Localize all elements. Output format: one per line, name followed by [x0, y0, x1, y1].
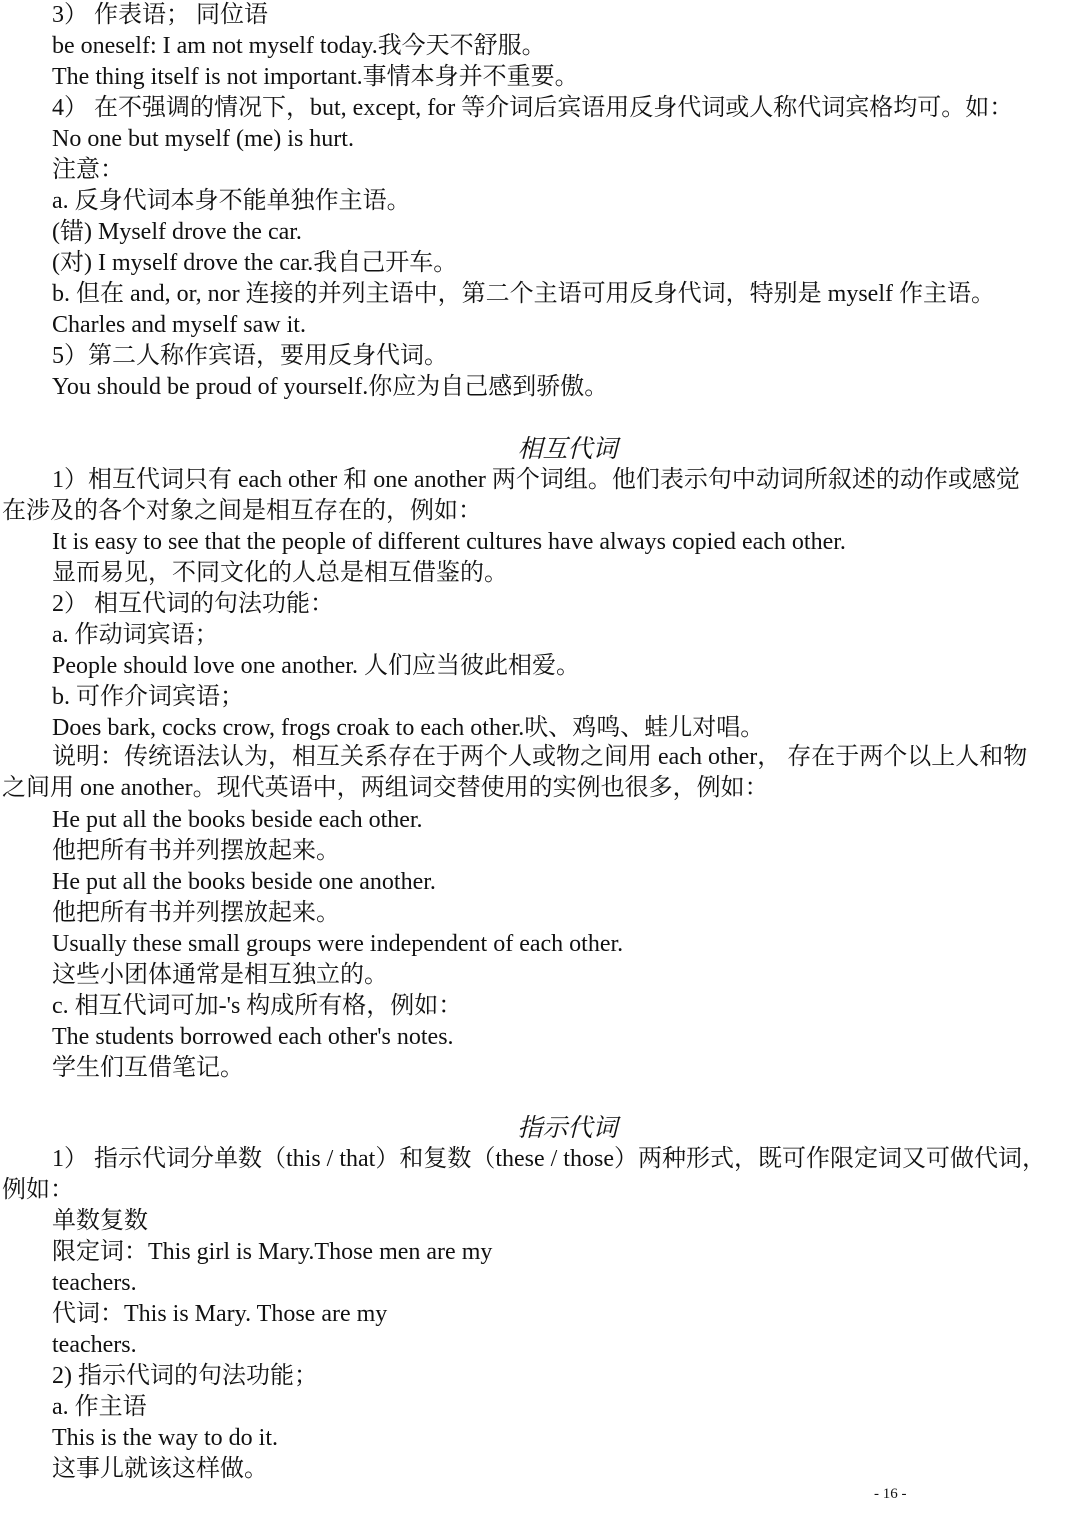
paragraph-line: 1） 指示代词分单数（this / that）和复数（these / those）两种形式，既可作限定词又可做代词，	[52, 1146, 1046, 1172]
text-line: a. 作动词宾语；	[52, 622, 219, 648]
text-line: 代词：This is Mary. Those are my	[52, 1301, 388, 1327]
text-line: teachers.	[52, 1270, 137, 1296]
text-line: c. 相互代词可加-'s 构成所有格，例如：	[52, 993, 463, 1019]
section-heading-demonstrative: 指示代词	[517, 1115, 618, 1142]
text-line: 他把所有书并列摆放起来。	[52, 838, 340, 864]
text-line: 2) 指示代词的句法功能；	[52, 1363, 318, 1389]
text-line: Charles and myself saw it.	[52, 312, 306, 338]
text-line: a. 作主语	[52, 1394, 147, 1420]
text-line: be oneself: I am not myself today.我今天不舒服。	[52, 33, 546, 59]
text-line: It is easy to see that the people of different cultures have always copied each other.	[52, 529, 846, 555]
text-line: teachers.	[52, 1332, 137, 1358]
text-line: No one but myself (me) is hurt.	[52, 126, 354, 152]
text-line: The students borrowed each other's notes.	[52, 1024, 454, 1050]
text-line: This is the way to do it.	[52, 1425, 278, 1451]
text-line: 单数复数	[52, 1208, 148, 1234]
note-line: 之间用 one another。现代英语中，两组词交替使用的实例也很多，例如：	[2, 775, 769, 801]
text-line: People should love one another. 人们应当彼此相爱。	[52, 653, 580, 679]
text-line: 注意：	[52, 157, 124, 183]
paragraph-line: 例如：	[2, 1177, 74, 1203]
text-line: 3） 作表语； 同位语	[52, 2, 268, 28]
text-line: 这些小团体通常是相互独立的。	[52, 962, 388, 988]
text-line: 2） 相互代词的句法功能：	[52, 591, 334, 617]
text-line: The thing itself is not important.事情本身并不重要。	[52, 64, 579, 90]
text-line: 5）第二人称作宾语，要用反身代词。	[52, 343, 448, 369]
text-line: b. 可作介词宾语；	[52, 684, 244, 710]
page-number: - 16 -	[874, 1486, 907, 1502]
text-line: He put all the books beside one another.	[52, 869, 436, 895]
text-line: (错) Myself drove the car.	[52, 219, 302, 245]
text-line: 4） 在不强调的情况下，but, except, for 等介词后宾语用反身代词或人称代词宾格均可。如：	[52, 95, 1014, 121]
text-line: He put all the books beside each other.	[52, 807, 423, 833]
text-line: b. 但在 and, or, nor 连接的并列主语中，第二个主语可用反身代词，特别是 myself 作主语。	[52, 281, 995, 307]
text-line: 限定词：This girl is Mary.Those men are my	[52, 1239, 493, 1265]
section-heading-reciprocal: 相互代词	[517, 436, 618, 463]
text-line: 他把所有书并列摆放起来。	[52, 900, 340, 926]
text-line: Does bark, cocks crow, frogs croak to each other.吠、鸡鸣、蛙儿对唱。	[52, 715, 765, 741]
text-line: (对) I myself drove the car.我自己开车。	[52, 250, 458, 276]
note-line: 说明：传统语法认为，相互关系存在于两个人或物之间用 each other， 存在于两个以上人和物	[52, 744, 1028, 770]
text-line: a. 反身代词本身不能单独作主语。	[52, 188, 411, 214]
text-line: You should be proud of yourself.你应为自己感到骄傲。	[52, 374, 609, 400]
paragraph-line: 1）相互代词只有 each other 和 one another 两个词组。他们表示句中动词所叙述的动作或感觉	[52, 467, 1020, 493]
text-line: Usually these small groups were independent of each other.	[52, 931, 624, 957]
paragraph-line: 在涉及的各个对象之间是相互存在的，例如：	[2, 498, 482, 524]
text-line: 显而易见，不同文化的人总是相互借鉴的。	[52, 560, 508, 586]
text-line: 学生们互借笔记。	[52, 1055, 244, 1081]
text-line: 这事儿就该这样做。	[52, 1456, 268, 1482]
